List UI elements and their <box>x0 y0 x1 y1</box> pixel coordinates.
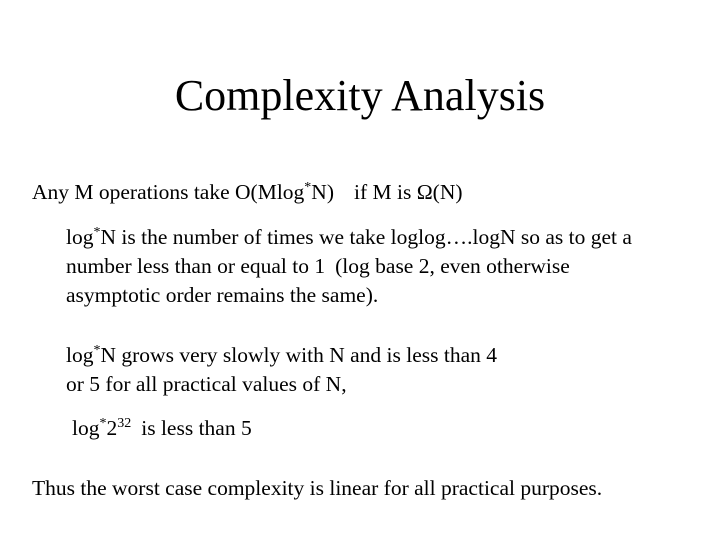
log-star-definition-continuation: N so as to get a number less than or equal to 1 <box>66 225 632 278</box>
log-star-superscript: * <box>304 180 312 195</box>
complexity-statement-mid: N) <box>311 180 334 204</box>
log-star-growth-text: N grows very slowly with N and is less than 4 or 5 for all practical values of N, <box>66 343 498 396</box>
conclusion: Thus the worst case complexity is linear for all practical purposes. <box>32 476 603 500</box>
log-star-example-pre: log <box>72 416 100 440</box>
complexity-statement-condition: if M is Ω(N) <box>353 180 463 204</box>
log-star-example-base: 2 <box>106 416 118 440</box>
log-star-example <box>72 414 252 443</box>
complexity-statement <box>32 178 463 207</box>
log-star-example-post: is less than 5 <box>141 416 252 440</box>
log-star-definition-pre: log <box>66 225 94 249</box>
exponent-superscript: 32 <box>117 416 132 431</box>
log-star-superscript: * <box>93 343 101 358</box>
slide-title: Complexity Analysis <box>174 71 546 120</box>
log-star-growth <box>66 341 506 399</box>
log-star-superscript: * <box>99 416 107 431</box>
log-star-superscript: * <box>93 225 101 240</box>
log-star-definition-note: (log base 2, even otherwise asymptotic order remains the same). <box>66 254 570 307</box>
log-star-definition-text: N is the number of times we take loglog….log <box>100 225 500 249</box>
log-star-growth-pre: log <box>66 343 94 367</box>
log-star-definition <box>66 223 666 310</box>
complexity-statement-pre: Any M operations take O(Mlog <box>32 180 305 204</box>
